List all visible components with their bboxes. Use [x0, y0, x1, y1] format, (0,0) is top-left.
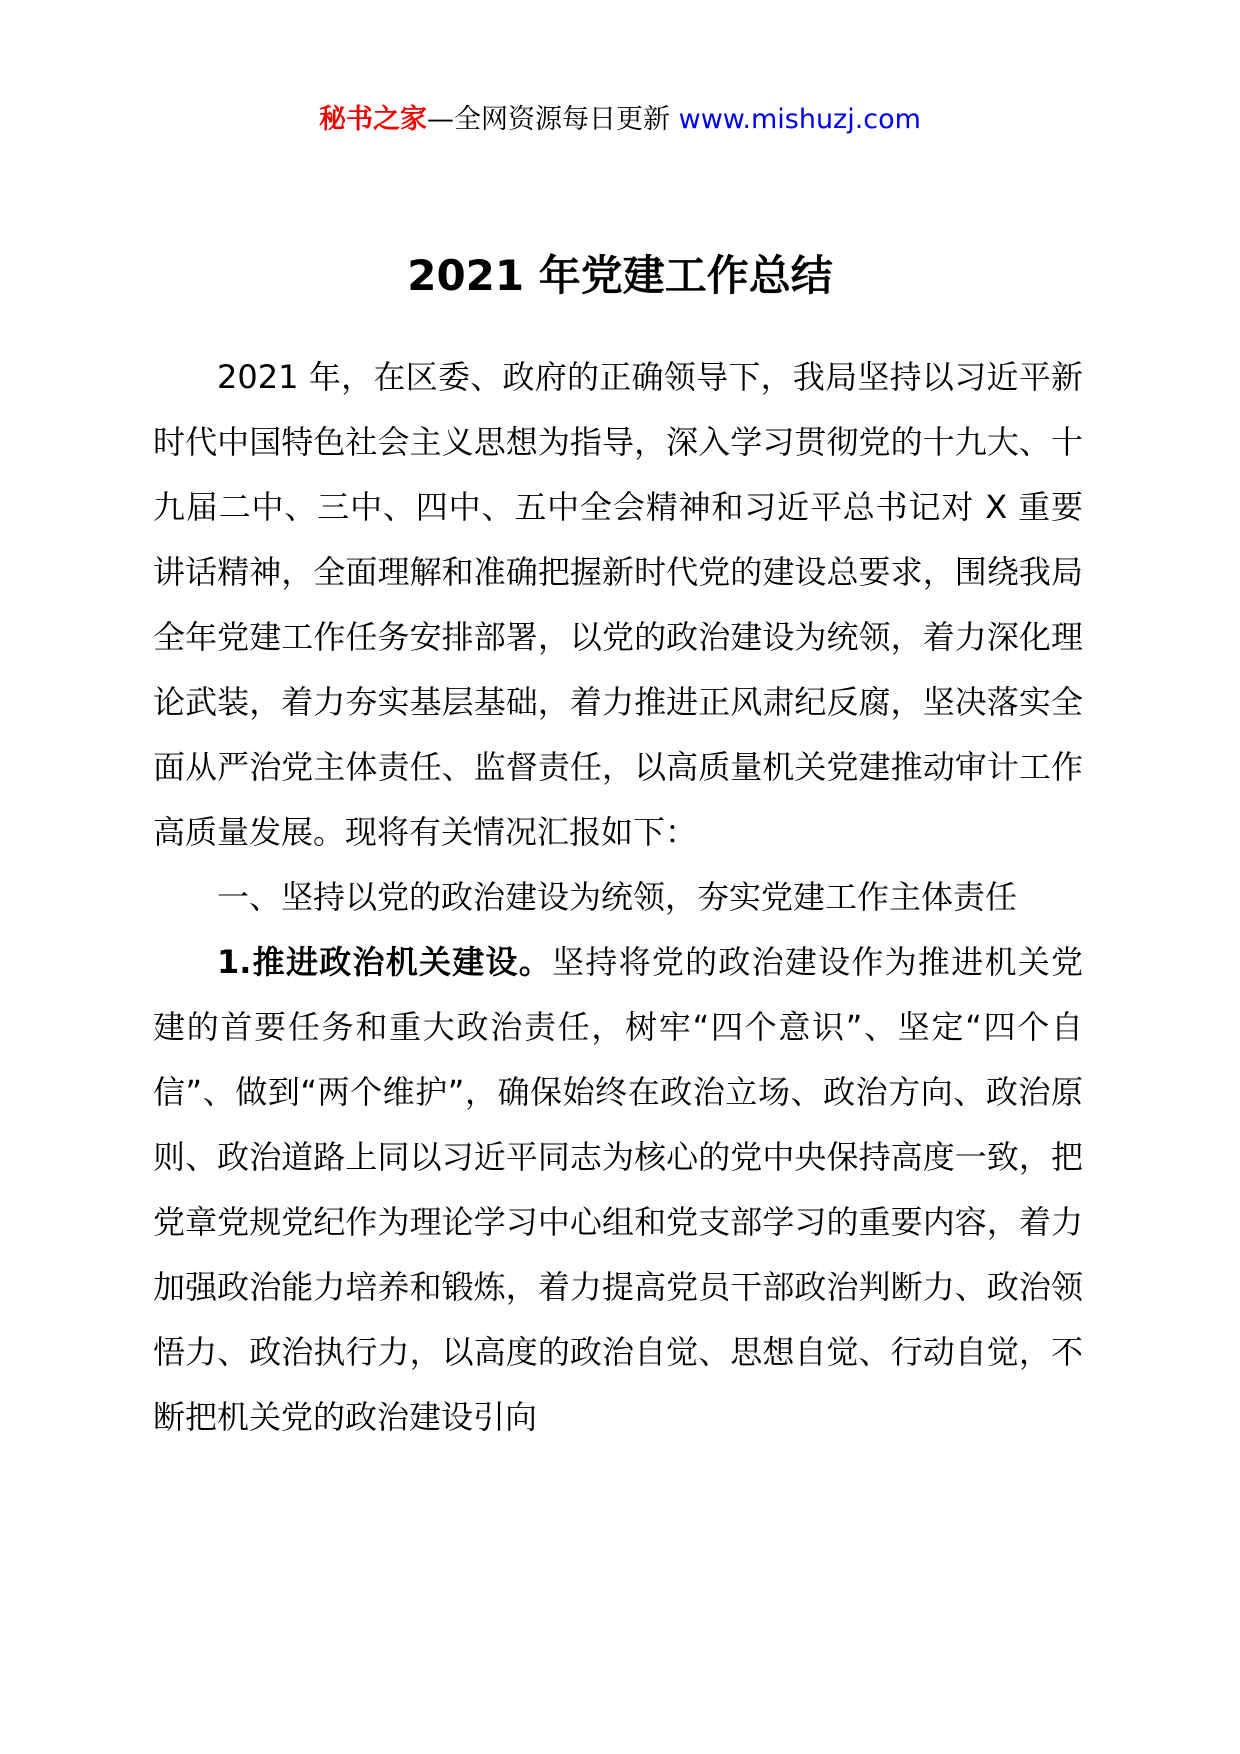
- item-body-text: 坚持将党的政治建设作为推进机关党建的首要任务和重大政治责任，树牢“四个意识”、坚定“四个自信”、做到“两个维护”，确保始终在政治立场、政治方向、政治原则、政治道路上同以习近平同志为核心的党中央保持高度一致，把党章党规党纪作为理论学习中心组和党支部学习的重要内容，着力加强政治能力培养和锻炼，着力提高党员干部政治判断力、政治领悟力、政治执行力，以高度的政治自觉、思想自觉、行动自觉，不断把机关党的政治建设引向: [153, 943, 1083, 1436]
- item-paragraph: [153, 930, 1083, 1450]
- header-slogan: —全网资源每日更新: [427, 104, 679, 135]
- document-body: [153, 345, 1083, 1450]
- document-title: 2021 年党建工作总结: [407, 251, 833, 300]
- site-header-banner: [0, 100, 1240, 140]
- section-heading: 一、坚持以党的政治建设为统领，夯实党建工作主体责任: [217, 878, 1018, 916]
- website-url[interactable]: www.mishuzj.com: [678, 104, 921, 135]
- item-lead-title: 1.推进政治机关建设。: [217, 943, 553, 981]
- intro-paragraph: 2021 年，在区委、政府的正确领导下，我局坚持以习近平新时代中国特色社会主义思想为指导，深入学习贯彻党的十九大、十九届二中、三中、四中、五中全会精神和习近平总书记对 X 重要讲话精神，全面理解和准确把握新时代党的建设总要求，围绕我局全年党建工作任务安排部署，以党的政治建设为统领，着力深化理论武装，着力夯实基层基础，着力推进正风肃纪反腐，坚决落实全面从严治党主体责任、监督责任，以高质量机关党建推动审计工作高质量发展。现将有关情况汇报如下：: [153, 358, 1083, 851]
- brand-name: 秘书之家: [319, 104, 428, 135]
